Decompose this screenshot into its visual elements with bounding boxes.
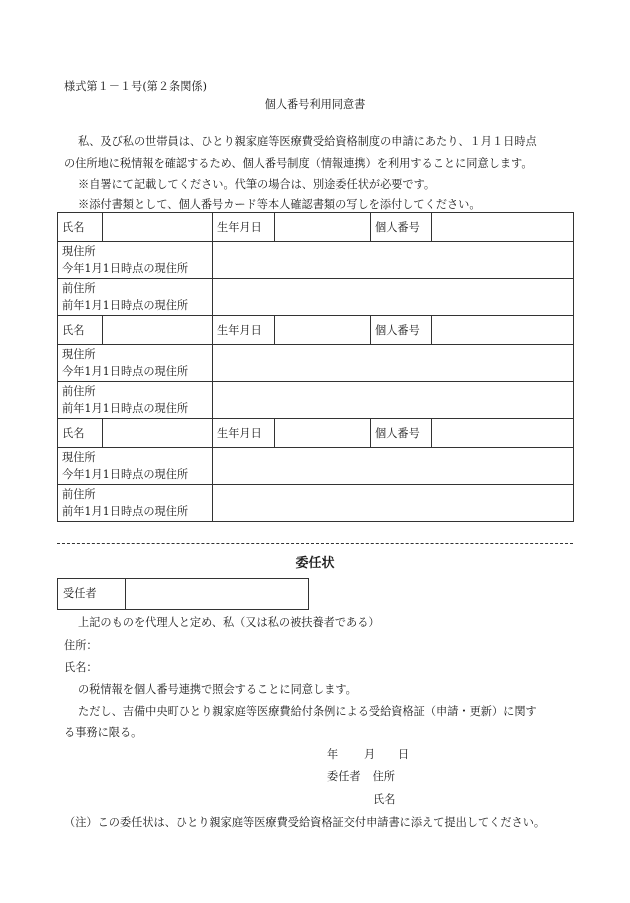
birthdate-field[interactable] bbox=[275, 419, 371, 448]
proxy-body-1: 上記のものを代理人と定め、私（又は私の被扶養者である） bbox=[78, 616, 380, 629]
current-address-field[interactable] bbox=[213, 242, 574, 279]
date-month: 月 bbox=[364, 748, 376, 761]
proxy-title: 委任状 bbox=[295, 556, 335, 571]
note-signature: ※自署にて記載してください。代筆の場合は、別途委任状が必要です。 bbox=[78, 178, 436, 191]
delegate-field[interactable] bbox=[126, 579, 309, 610]
proxy-body-3: ただし、吉備中央町ひとり親家庭等医療費給付条例による受給資格証（申請・更新）に関す bbox=[78, 705, 537, 718]
note-attachment: ※添付書類として、個人番号カード等本人確認書類の写しを添付してください。 bbox=[78, 198, 481, 211]
footnote: （注）この委任状は、ひとり親家庭等医療費受給資格証交付申請書に添えて提出してください。 bbox=[64, 816, 546, 829]
birthdate-label: 生年月日 bbox=[213, 213, 275, 242]
current-address-sublabel: 今年1月1日時点の現住所 bbox=[62, 365, 189, 378]
name-field[interactable] bbox=[103, 213, 213, 242]
signer-line bbox=[327, 770, 395, 784]
previous-address-label: 前住所 bbox=[62, 488, 96, 501]
id-number-label: 個人番号 bbox=[371, 419, 432, 448]
current-address-label: 現住所 bbox=[62, 245, 96, 258]
name-field[interactable] bbox=[103, 419, 213, 448]
delegate-label: 受任者 bbox=[58, 579, 126, 610]
member-3-previous-address-row bbox=[58, 485, 574, 522]
document-title: 個人番号利用同意書 bbox=[264, 98, 366, 111]
proxy-body-2: の税情報を個人番号連携で照会することに同意します。 bbox=[78, 683, 357, 696]
intro-line-1: 私、及び私の世帯員は、ひとり親家庭等医療費受給資格制度の申請にあたり、１月１日時点 bbox=[78, 135, 537, 148]
current-address-sublabel: 今年1月1日時点の現住所 bbox=[62, 468, 189, 481]
signer-address-label: 住所 bbox=[372, 770, 395, 783]
name-label: 氏名 bbox=[58, 316, 103, 345]
date-line bbox=[327, 748, 409, 762]
previous-address-field[interactable] bbox=[213, 485, 574, 522]
member-1-previous-address-row bbox=[58, 279, 574, 316]
previous-address-field[interactable] bbox=[213, 279, 574, 316]
previous-address-sublabel: 前年1月1日時点の現住所 bbox=[62, 402, 189, 415]
previous-address-label-cell bbox=[58, 279, 213, 316]
id-number-field[interactable] bbox=[432, 419, 574, 448]
name-label: 氏名 bbox=[58, 419, 103, 448]
current-address-label-cell bbox=[58, 448, 213, 485]
member-3-current-address-row bbox=[58, 448, 574, 485]
proxy-body-4: る事務に限る。 bbox=[64, 726, 143, 739]
id-number-label: 個人番号 bbox=[371, 316, 432, 345]
birthdate-field[interactable] bbox=[275, 213, 371, 242]
signer-label: 委任者 bbox=[327, 770, 361, 783]
id-number-field[interactable] bbox=[432, 316, 574, 345]
member-3-name-row bbox=[58, 419, 574, 448]
birthdate-label: 生年月日 bbox=[213, 316, 275, 345]
delegate-row bbox=[58, 579, 309, 610]
name-field[interactable] bbox=[103, 316, 213, 345]
current-address-label-cell bbox=[58, 242, 213, 279]
current-address-sublabel: 今年1月1日時点の現住所 bbox=[62, 262, 189, 275]
current-address-label-cell bbox=[58, 345, 213, 382]
id-number-field[interactable] bbox=[432, 213, 574, 242]
current-address-field[interactable] bbox=[213, 448, 574, 485]
previous-address-label: 前住所 bbox=[62, 385, 96, 398]
member-2-name-row bbox=[58, 316, 574, 345]
id-number-label: 個人番号 bbox=[371, 213, 432, 242]
previous-address-field[interactable] bbox=[213, 382, 574, 419]
member-1-name-row bbox=[58, 213, 574, 242]
previous-address-label: 前住所 bbox=[62, 282, 96, 295]
proxy-address-label: 住所： bbox=[64, 639, 98, 652]
intro-line-2: の住所地に税情報を確認するため、個人番号制度（情報連携）を利用することに同意します。 bbox=[64, 157, 533, 170]
previous-address-label-cell bbox=[58, 485, 213, 522]
member-2-current-address-row bbox=[58, 345, 574, 382]
previous-address-sublabel: 前年1月1日時点の現住所 bbox=[62, 505, 189, 518]
current-address-label: 現住所 bbox=[62, 451, 96, 464]
member-1-current-address-row bbox=[58, 242, 574, 279]
proxy-name-label: 氏名： bbox=[64, 661, 98, 674]
signer-name-label: 氏名 bbox=[373, 793, 396, 806]
previous-address-label-cell bbox=[58, 382, 213, 419]
date-year: 年 bbox=[327, 748, 339, 761]
current-address-field[interactable] bbox=[213, 345, 574, 382]
member-2-previous-address-row bbox=[58, 382, 574, 419]
delegate-table bbox=[57, 578, 309, 610]
birthdate-label: 生年月日 bbox=[213, 419, 275, 448]
name-label: 氏名 bbox=[58, 213, 103, 242]
form-number: 様式第１－１号(第２条関係) bbox=[64, 80, 207, 93]
current-address-label: 現住所 bbox=[62, 348, 96, 361]
previous-address-sublabel: 前年1月1日時点の現住所 bbox=[62, 299, 189, 312]
birthdate-field[interactable] bbox=[275, 316, 371, 345]
member-table bbox=[57, 212, 574, 522]
cut-line-divider bbox=[57, 543, 573, 544]
date-day: 日 bbox=[398, 748, 410, 761]
